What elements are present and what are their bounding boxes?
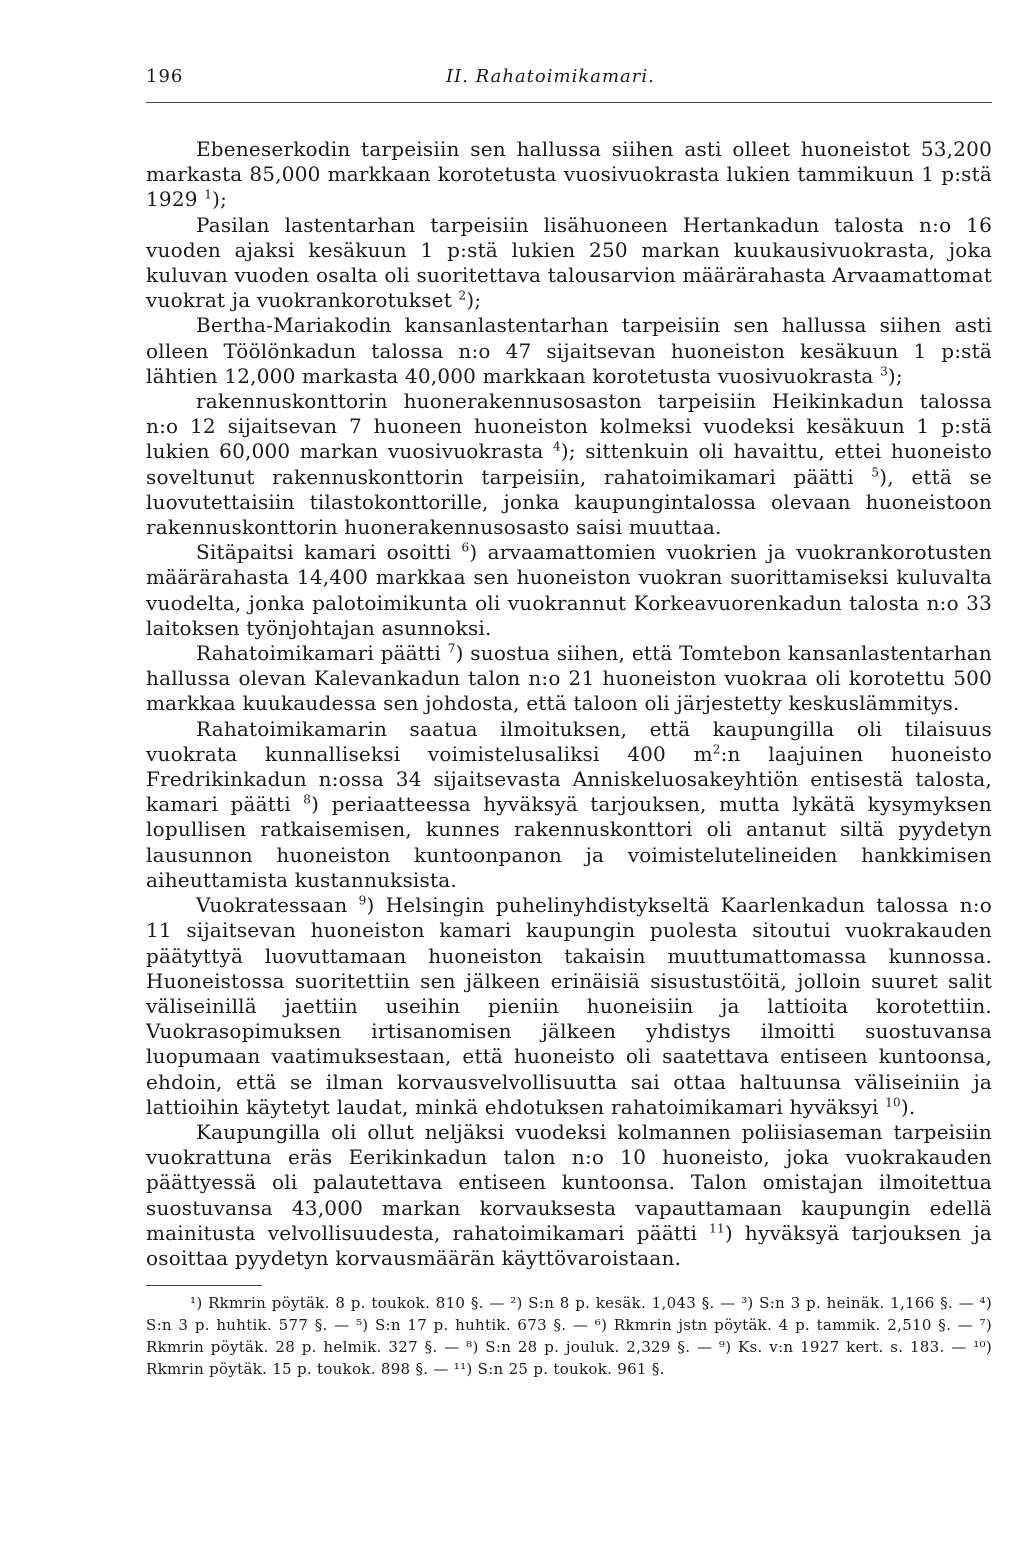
page-header — [146, 66, 992, 103]
paragraph-text: Rahatoimikamarin saatua ilmoituksen, että kaupungilla oli tilaisuus vuokrata kunnalliseksi voimistelusaliksi 400 m — [146, 716, 992, 766]
paragraph-bertha-mariakoti — [146, 313, 992, 389]
paragraph-text: Vuokratessaan — [196, 893, 348, 918]
footnote-ref: 1 — [204, 187, 213, 202]
paragraph-tail: ); — [887, 363, 903, 388]
paragraph-voimistelusali — [146, 717, 992, 893]
paragraph-tail: ), että se luovutettaisiin tilastokonttorille, jonka kaupungintalossa olevaan huoneistoon rakennuskonttorin huonerakennusosasto saisi muuttaa. — [146, 464, 992, 540]
paragraph-poliisiasema — [146, 1120, 992, 1271]
footnote-ref: 3 — [880, 364, 888, 379]
paragraph-text: Sitäpaitsi kamari osoitti — [196, 540, 452, 565]
paragraph-tail: ). — [900, 1094, 916, 1119]
superscript-square: 2 — [712, 742, 721, 757]
paragraph-tomtebo — [146, 641, 992, 717]
paragraph-ebeneserkoti — [146, 137, 992, 213]
paragraph-tail: ); sittenkuin oli havaittu, ettei huoneisto soveltunut rakennuskonttorin tarpeisiin, rahatoimikamari päätti — [146, 439, 992, 489]
page-number: 196 — [146, 66, 184, 87]
body-text — [146, 137, 992, 1271]
paragraph-pasila — [146, 213, 992, 314]
paragraph-tail: ); — [212, 187, 228, 212]
document-page — [146, 66, 992, 1380]
footnote-ref: 2 — [458, 288, 467, 303]
paragraph-tail: ); — [466, 288, 482, 313]
footnote-ref: 10 — [885, 1095, 901, 1110]
paragraph-tail: ) suostua siihen, että Tomtebon kansanlastentarhan hallussa olevan Kalevankadun talon n:o 21 huoneiston vuokraa oli korotettu 500 markkaa kuukaudessa sen johdosta, että taloon oli järjestetty keskuslämmitys. — [146, 641, 993, 716]
paragraph-tail: ) arvaamattomien vuokrien ja vuokrankorotusten määrärahasta 14,400 markkaa sen huoneiston vuokran suorittamiseksi kuluvalta vuodelta, jonka palotoimikunta oli vuokrannut Korkeavuorenkadun talosta n:o 33 laitoksen työnjohtajan asunnoksi. — [146, 540, 993, 640]
paragraph-tail: ) Helsingin puhelinyhdistykseltä Kaarlenkadun talossa n:o 11 sijaitsevan huoneiston kamari kaupungin puolesta sitoutui vuokrakauden päätyttyä luovuttamaan huoneiston takaisin muuttumattomassa kunnossa. Huoneistossa suoritettiin sen jälkeen erinäisiä sisustustöitä, jolloin suuret salit väliseinillä jaettiin useihin pieniin huoneisiin ja lattioita korotettiin. Vuokrasopimuksen irtisanomisen jälkeen yhdistys ilmoitti suostuvansa luopumaan vaatimuksestaan, että huoneisto oli saatettava entiseen kuntoonsa, ehdoin, että se ilman korvausvelvollisuutta sai ottaa haltuunsa väliseiniin ja lattioihin käytetyt laudat, minkä ehdotuksen rahatoimikamari hyväksyi — [146, 893, 992, 1119]
paragraph-text: rakennuskonttorin huonerakennusosaston tarpeisiin Heikinkadun talossa n:o 12 sijaitsevan 7 huoneen huoneiston kolmeksi vuodeksi kesäkuun 1 p:stä lukien 60,000 markan vuosivuokrasta — [146, 389, 992, 464]
paragraph-puhelinyhdistys — [146, 893, 992, 1120]
paragraph-tail: ) periaatteessa hyväksyä tarjouksen, mutta lykätä kysymyksen lopullisen ratkaisemisen, kunnes rakennuskonttori oli antanut siltä pyydetyn lausunnon huoneiston kuntoonpanon ja voimistelutelineiden hankkimisen aiheuttamista kustannuksista. — [146, 792, 992, 892]
paragraph-text: Ebeneserkodin tarpeisiin sen hallussa siihen asti olleet huoneistot 53,200 markasta 85,000 markkaan korotetusta vuosivuokrasta lukien tammikuun 1 p:stä 1929 — [146, 137, 992, 212]
footnote-divider — [146, 1285, 262, 1286]
paragraph-tail: ) hyväksyä tarjouksen ja osoittaa pyydetyn korvausmäärän käyttövaroistaan. — [146, 1220, 993, 1270]
footnote-ref: 7 — [447, 641, 456, 656]
paragraph-text: Pasilan lastentarhan tarpeisiin lisähuoneen Hertankadun talosta n:o 16 vuoden ajaksi kesäkuun 1 p:stä lukien 250 markan kuukausivuokrasta, joka kuluvan vuoden osalta oli suoritettava talousarvion määrärahasta Arvaamattomat vuokrat ja vuokrankorotukset — [146, 212, 992, 313]
footnotes: ¹) Rkmrin pöytäk. 8 p. toukok. 810 §. — ²) S:n 8 p. kesäk. 1,043 §. — ³) S:n 3 p. heinäk. 1,166 §. — ⁴) S:n 3 p. huhtik. 577 §. — ⁵) S:n 17 p. huhtik. 673 §. — ⁶) Rkmrin jstn pöytäk. 4 p. tammik. 2,510 §. — ⁷) Rkmrin pöytäk. 28 p. helmik. 327 §. — ⁸) S:n 28 p. jouluk. 2,329 §. — ⁹) Ks. v:n 1927 kert. s. 183. — ¹⁰) Rkmrin pöytäk. 15 p. toukok. 898 §. — ¹¹) S:n 25 p. toukok. 961 §. — [146, 1294, 992, 1379]
paragraph-text: Kaupungilla oli ollut neljäksi vuodeksi kolmannen poliisiaseman tarpeisiin vuokrattuna eräs Eerikinkadun talon n:o 10 huoneisto, joka vuokrakauden päättyessä oli palautettava entiseen kuntoonsa. Talon omistajan ilmoitettua suostuvansa 43,000 markan korvauksesta vapauttamaan kaupungin edellä mainitusta velvollisuudesta, rahatoimikamari päätti — [146, 1119, 992, 1245]
paragraph-tail: :n laajuinen huoneisto Fredrikinkadun n:ossa 34 sijaitsevasta Anniskeluosakeyhtiön entisestä talosta, kamari päätti — [146, 741, 992, 817]
footnote-ref: 4 — [553, 439, 561, 454]
paragraph-text: Rahatoimikamari päätti — [196, 641, 442, 666]
footnote-ref: 8 — [303, 792, 312, 807]
footnote-ref: 5 — [871, 464, 880, 479]
paragraph-rakennuskonttori — [146, 389, 992, 540]
footnote-ref: 6 — [461, 540, 470, 555]
running-head: II. Rahatoimikamari. — [446, 66, 655, 87]
footnote-ref: 9 — [358, 893, 367, 908]
paragraph-palotoimikunta — [146, 540, 992, 641]
paragraph-text: Bertha-Mariakodin kansanlastentarhan tarpeisiin sen hallussa siihen asti olleen Töölönkadun talossa n:o 47 sijaitsevan huoneiston kesäkuun 1 p:stä lähtien 12,000 markasta 40,000 markkaan korotetusta vuosivuokrasta — [146, 313, 992, 388]
footnote-ref: 11 — [709, 1221, 725, 1236]
